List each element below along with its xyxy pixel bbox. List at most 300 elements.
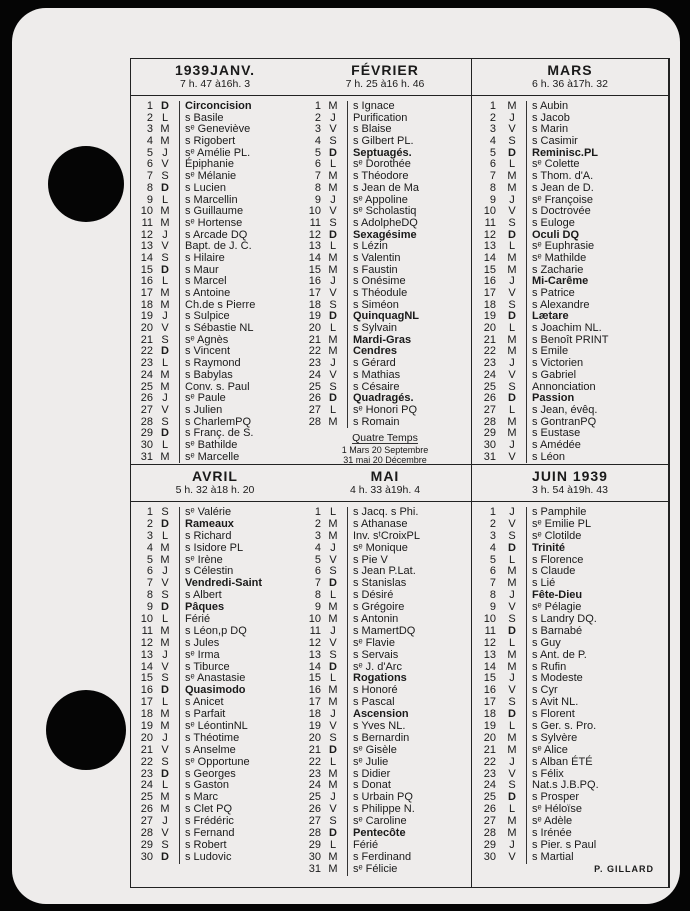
column-divider xyxy=(347,159,348,171)
month-header xyxy=(472,465,668,502)
saint-name: s Albert xyxy=(185,589,222,602)
day-number: 21 xyxy=(483,333,496,346)
saint-name: s Théotime xyxy=(185,731,240,744)
saint-name: Rameaux xyxy=(185,517,234,530)
saint-name: s Gérard xyxy=(353,357,396,370)
column-divider xyxy=(347,417,348,429)
day-number: 30 xyxy=(308,850,321,863)
saint-name: s Claude xyxy=(532,565,576,578)
weekday-letter: V xyxy=(161,577,169,590)
saint-name: s Didier xyxy=(353,767,391,780)
day-row xyxy=(131,136,299,148)
day-row xyxy=(131,543,299,555)
day-row xyxy=(299,864,471,876)
column-divider xyxy=(347,852,348,864)
column-divider xyxy=(347,745,348,757)
day-number: 21 xyxy=(308,333,321,346)
day-row xyxy=(472,136,668,148)
day-number: 20 xyxy=(483,731,496,744)
column-divider xyxy=(179,828,180,840)
saint-name: s Pie V xyxy=(353,553,388,566)
day-number: 28 xyxy=(308,827,321,840)
day-number: 9 xyxy=(146,193,153,206)
column-divider xyxy=(526,721,527,733)
saint-name: s Sylvère xyxy=(532,731,578,744)
saint-name: s Florence xyxy=(532,553,584,566)
weekday-letter: S xyxy=(329,731,337,744)
day-number: 7 xyxy=(489,170,496,183)
day-row xyxy=(472,626,668,638)
saint-name: s Honoré xyxy=(353,684,398,697)
weekday-letter: V xyxy=(508,287,516,299)
day-number: 10 xyxy=(483,613,496,626)
saint-name: s Lucien xyxy=(185,181,226,194)
weekday-letter: L xyxy=(161,357,169,370)
column-divider xyxy=(347,101,348,113)
column-divider xyxy=(179,673,180,685)
weekday-letter: L xyxy=(161,438,169,451)
weekday-letter: M xyxy=(160,287,170,299)
column-divider xyxy=(526,555,527,567)
column-divider xyxy=(179,218,180,230)
saint-name: Passion xyxy=(532,392,575,405)
column-divider xyxy=(526,370,527,382)
saint-name: s Gilbert PL. xyxy=(353,135,414,148)
weekday-letter: V xyxy=(161,660,169,673)
day-number: 20 xyxy=(308,322,321,335)
saint-name: s Onésime xyxy=(353,275,406,288)
quatre-temps-box xyxy=(299,433,471,465)
day-row xyxy=(472,673,668,685)
column-divider xyxy=(526,171,527,183)
weekday-letter: D xyxy=(508,310,516,323)
saint-name: s Servais xyxy=(353,648,399,661)
column-divider xyxy=(179,662,180,674)
saint-name: sᵉ LéontinNL xyxy=(185,720,248,733)
weekday-letter: V xyxy=(329,803,337,816)
month-header xyxy=(472,59,668,96)
day-number: 17 xyxy=(140,696,153,709)
saint-name: s Richard xyxy=(185,529,232,542)
weekday-letter: J xyxy=(509,438,515,451)
weekday-letter: V xyxy=(161,158,169,171)
column-divider xyxy=(179,159,180,171)
weekday-letter: M xyxy=(328,333,338,346)
day-number: 13 xyxy=(308,648,321,661)
saint-name: s Lié xyxy=(532,577,556,590)
saint-name: s Irénée xyxy=(532,827,572,840)
column-divider xyxy=(526,638,527,650)
day-number: 30 xyxy=(140,850,153,863)
weekday-letter: L xyxy=(329,755,337,768)
first-quarter xyxy=(131,59,669,464)
weekday-letter: M xyxy=(507,263,517,276)
column-divider xyxy=(526,507,527,519)
saint-name: s Anicet xyxy=(185,696,224,709)
day-number: 31 xyxy=(140,450,153,463)
column-divider xyxy=(347,590,348,602)
day-row xyxy=(472,452,668,464)
saint-name: s Marcel xyxy=(185,275,227,288)
weekday-letter: J xyxy=(509,506,515,518)
weekday-letter: M xyxy=(507,743,517,756)
saint-name: Vendredi-Saint xyxy=(185,577,263,590)
month-name: AVRIL xyxy=(192,468,238,484)
weekday-letter: D xyxy=(508,708,516,721)
day-number: 28 xyxy=(483,827,496,840)
saint-name: Conv. s. Paul xyxy=(185,380,250,393)
saint-name: s Jean, évêq. xyxy=(532,403,598,416)
column-divider xyxy=(526,650,527,662)
saint-name: s Jacq. s Phi. xyxy=(353,506,419,518)
column-divider xyxy=(347,276,348,288)
saint-name: Nat.s J.B.PQ. xyxy=(532,779,599,792)
weekday-letter: J xyxy=(330,357,336,370)
column-divider xyxy=(179,101,180,113)
weekday-letter: M xyxy=(507,251,517,264)
day-row xyxy=(299,531,471,543)
day-row xyxy=(131,745,299,757)
weekday-letter: M xyxy=(328,251,338,264)
column-divider xyxy=(526,405,527,417)
saint-name: s Victorien xyxy=(532,357,584,370)
weekday-letter: S xyxy=(508,380,516,393)
saint-name: sᵉ J. d'Arc xyxy=(353,660,402,673)
weekday-letter: M xyxy=(507,181,517,194)
weekday-letter: M xyxy=(328,263,338,276)
weekday-letter: S xyxy=(161,170,169,183)
saint-name: Annonciation xyxy=(532,380,596,393)
saint-name: Épiphanie xyxy=(185,158,234,171)
column-divider xyxy=(347,566,348,578)
saint-name: s Arcade DQ xyxy=(185,228,248,241)
column-divider xyxy=(179,323,180,335)
column-divider xyxy=(526,697,527,709)
quatre-temps-title: Quatre Temps xyxy=(352,432,418,444)
sun-times: 4 h. 33 à19h. 4 xyxy=(349,484,421,496)
sun-times: 7 h. 47 à16h. 3 xyxy=(179,78,251,90)
column-divider xyxy=(347,253,348,265)
day-row xyxy=(299,288,471,300)
saint-name: s Georges xyxy=(185,767,236,780)
weekday-letter: M xyxy=(328,170,338,183)
weekday-letter: J xyxy=(509,357,515,370)
saint-name: s Césaire xyxy=(353,380,400,393)
month-january xyxy=(131,59,299,464)
saint-name: s Maur xyxy=(185,263,219,276)
weekday-letter: L xyxy=(329,403,337,416)
weekday-letter: L xyxy=(161,696,169,709)
weekday-letter: S xyxy=(161,589,169,602)
column-divider xyxy=(179,265,180,277)
column-divider xyxy=(179,543,180,555)
day-number: 16 xyxy=(140,275,153,288)
day-number: 19 xyxy=(140,310,153,323)
column-divider xyxy=(347,148,348,160)
saint-name: s Alban ÉTÉ xyxy=(532,755,593,768)
saint-name: Fête-Dieu xyxy=(532,589,583,602)
saint-name: s Marc xyxy=(185,791,218,804)
day-number: 13 xyxy=(140,648,153,661)
day-row xyxy=(472,113,668,125)
punch-hole-bottom xyxy=(46,690,126,770)
column-divider xyxy=(526,792,527,804)
column-divider xyxy=(347,650,348,662)
saint-name: sᵉ Bathilde xyxy=(185,438,238,451)
day-number: 6 xyxy=(314,158,321,171)
saint-name: s Sylvain xyxy=(353,322,398,335)
day-list xyxy=(472,507,668,864)
column-divider xyxy=(526,440,527,452)
saint-name: s Stanislas xyxy=(353,577,407,590)
saint-name: s Ignace xyxy=(353,100,395,112)
day-number: 17 xyxy=(140,287,153,299)
saint-name: s Patrice xyxy=(532,287,575,299)
weekday-letter: M xyxy=(507,415,517,428)
day-number: 16 xyxy=(308,684,321,697)
sun-times: 5 h. 32 à18 h. 20 xyxy=(175,484,255,496)
saint-name: sᵉ Marcelle xyxy=(185,450,240,463)
saint-name: s Antoine xyxy=(185,287,231,299)
day-number: 25 xyxy=(483,791,496,804)
column-divider xyxy=(347,697,348,709)
saint-name: sᵉ Appoline xyxy=(353,193,408,206)
day-row xyxy=(472,405,668,417)
saint-name: s Faustin xyxy=(353,263,398,276)
weekday-letter: M xyxy=(160,636,170,649)
day-number: 18 xyxy=(140,708,153,721)
column-divider xyxy=(347,323,348,335)
column-divider xyxy=(179,769,180,781)
weekday-letter: S xyxy=(161,333,169,346)
day-number: 14 xyxy=(140,660,153,673)
column-divider xyxy=(179,531,180,543)
saint-name: s Sulpice xyxy=(185,310,230,323)
saint-name: s Julien xyxy=(185,403,223,416)
weekday-letter: M xyxy=(328,529,338,542)
weekday-letter: V xyxy=(508,517,516,530)
day-number: 20 xyxy=(308,731,321,744)
saint-name: s Anselme xyxy=(185,743,236,756)
weekday-letter: L xyxy=(329,672,337,685)
month-name: FÉVRIER xyxy=(351,62,419,78)
saint-name: s Donat xyxy=(353,779,391,792)
day-number: 2 xyxy=(314,111,321,124)
column-divider xyxy=(526,578,527,590)
day-row xyxy=(131,101,299,113)
day-number: 26 xyxy=(140,392,153,405)
weekday-letter: V xyxy=(329,205,337,218)
column-divider xyxy=(179,745,180,757)
saint-name: sᵉ Colette xyxy=(532,158,580,171)
saint-name: s Jean P.Lat. xyxy=(353,565,416,578)
day-row xyxy=(131,757,299,769)
day-number: 19 xyxy=(483,310,496,323)
day-number: 19 xyxy=(308,310,321,323)
weekday-letter: L xyxy=(329,506,337,518)
day-number: 9 xyxy=(314,601,321,614)
day-number: 1 xyxy=(146,506,153,518)
weekday-letter: S xyxy=(161,838,169,851)
month-header xyxy=(131,465,299,502)
weekday-letter: M xyxy=(507,333,517,346)
day-row xyxy=(472,852,668,864)
day-row xyxy=(131,218,299,230)
day-number: 26 xyxy=(308,803,321,816)
day-number: 27 xyxy=(308,815,321,828)
weekday-letter: L xyxy=(161,529,169,542)
column-divider xyxy=(526,602,527,614)
column-divider xyxy=(526,101,527,113)
month-april xyxy=(131,465,299,888)
saint-name: sᵉ Emilie PL xyxy=(532,517,592,530)
column-divider xyxy=(347,370,348,382)
column-divider xyxy=(347,709,348,721)
day-number: 10 xyxy=(483,205,496,218)
column-divider xyxy=(526,195,527,207)
weekday-letter: V xyxy=(161,322,169,335)
saint-name: s Jean de Ma xyxy=(353,181,420,194)
saint-name: s Pascal xyxy=(353,696,395,709)
column-divider xyxy=(526,673,527,685)
weekday-letter: L xyxy=(161,613,169,626)
day-number: 3 xyxy=(489,123,496,136)
saint-name: s Barnabé xyxy=(532,624,583,637)
day-number: 4 xyxy=(314,135,321,148)
column-divider xyxy=(347,757,348,769)
saint-name: sᵉ Dorothée xyxy=(353,158,411,171)
saint-name: s Mathias xyxy=(353,368,401,381)
day-number: 19 xyxy=(483,720,496,733)
day-number: 26 xyxy=(140,803,153,816)
column-divider xyxy=(347,840,348,852)
day-row xyxy=(472,218,668,230)
weekday-letter: S xyxy=(508,529,516,542)
column-divider xyxy=(526,840,527,852)
column-divider xyxy=(179,382,180,394)
column-divider xyxy=(347,864,348,876)
day-number: 26 xyxy=(308,392,321,405)
saint-name: s Modeste xyxy=(532,672,583,685)
weekday-letter: M xyxy=(507,827,517,840)
weekday-letter: V xyxy=(329,720,337,733)
saint-name: sᵉ Adèle xyxy=(532,815,573,828)
saint-name: sᵉ Caroline xyxy=(353,815,407,828)
saint-name: Trinité xyxy=(532,541,566,554)
weekday-letter: M xyxy=(507,577,517,590)
day-number: 10 xyxy=(140,205,153,218)
day-number: 24 xyxy=(308,779,321,792)
day-row xyxy=(299,519,471,531)
day-row xyxy=(131,253,299,265)
saint-name: Mi-Carême xyxy=(532,275,589,288)
saint-name: s Fernand xyxy=(185,827,235,840)
weekday-letter: M xyxy=(160,791,170,804)
column-divider xyxy=(526,685,527,697)
column-divider xyxy=(347,780,348,792)
month-header xyxy=(299,59,471,96)
saint-name: sᵉ Honori PQ xyxy=(353,403,417,416)
day-number: 5 xyxy=(489,146,496,159)
weekday-letter: J xyxy=(330,791,336,804)
saint-name: s Marin xyxy=(532,123,569,136)
day-number: 6 xyxy=(146,565,153,578)
weekday-letter: S xyxy=(161,506,169,518)
saint-name: s Joachim NL. xyxy=(532,322,602,335)
column-divider xyxy=(179,638,180,650)
weekday-letter: M xyxy=(507,427,517,440)
weekday-letter: D xyxy=(508,624,516,637)
day-number: 9 xyxy=(314,193,321,206)
weekday-letter: S xyxy=(508,298,516,311)
column-divider xyxy=(179,393,180,405)
weekday-letter: L xyxy=(329,322,337,335)
day-number: 31 xyxy=(308,862,321,875)
day-row xyxy=(472,101,668,113)
saint-name: s Aubin xyxy=(532,100,569,112)
day-number: 8 xyxy=(489,589,496,602)
month-name: MAI xyxy=(370,468,400,484)
day-number: 23 xyxy=(308,767,321,780)
sun-times: 3 h. 54 à19h. 43 xyxy=(532,484,608,496)
column-divider xyxy=(526,757,527,769)
column-divider xyxy=(179,840,180,852)
day-number: 12 xyxy=(483,228,496,241)
saint-name: s Martial xyxy=(532,850,574,863)
saint-name: Pâques xyxy=(185,601,225,614)
saint-name: s MamertDQ xyxy=(353,624,416,637)
weekday-letter: L xyxy=(508,803,516,816)
day-row xyxy=(472,650,668,662)
weekday-letter: V xyxy=(508,123,516,136)
day-row xyxy=(299,828,471,840)
day-number: 14 xyxy=(308,660,321,673)
day-number: 11 xyxy=(141,216,153,229)
weekday-letter: L xyxy=(508,636,516,649)
weekday-letter: S xyxy=(161,755,169,768)
day-number: 2 xyxy=(146,517,153,530)
weekday-letter: V xyxy=(329,553,337,566)
weekday-letter: J xyxy=(162,565,168,578)
day-row xyxy=(472,531,668,543)
column-divider xyxy=(526,816,527,828)
day-number: 8 xyxy=(314,181,321,194)
calendar-card xyxy=(12,8,680,904)
saint-name: s Babylas xyxy=(185,368,233,381)
saint-name: s Florent xyxy=(532,708,575,721)
saint-name: s Gaston xyxy=(185,779,230,792)
day-row xyxy=(299,370,471,382)
saint-name: s Léon,p DQ xyxy=(185,624,247,637)
column-divider xyxy=(179,602,180,614)
day-number: 12 xyxy=(483,636,496,649)
day-number: 2 xyxy=(489,517,496,530)
day-number: 5 xyxy=(146,553,153,566)
weekday-letter: J xyxy=(509,275,515,288)
saint-name: sᵉ Gisèle xyxy=(353,743,397,756)
day-row xyxy=(131,650,299,662)
day-number: 6 xyxy=(489,565,496,578)
weekday-letter: M xyxy=(160,205,170,218)
day-row xyxy=(472,733,668,745)
column-divider xyxy=(179,757,180,769)
day-row xyxy=(299,543,471,555)
weekday-letter: V xyxy=(329,287,337,299)
punch-hole-top xyxy=(48,146,124,222)
day-number: 29 xyxy=(140,427,153,440)
weekday-letter: M xyxy=(328,517,338,530)
day-number: 3 xyxy=(489,529,496,542)
